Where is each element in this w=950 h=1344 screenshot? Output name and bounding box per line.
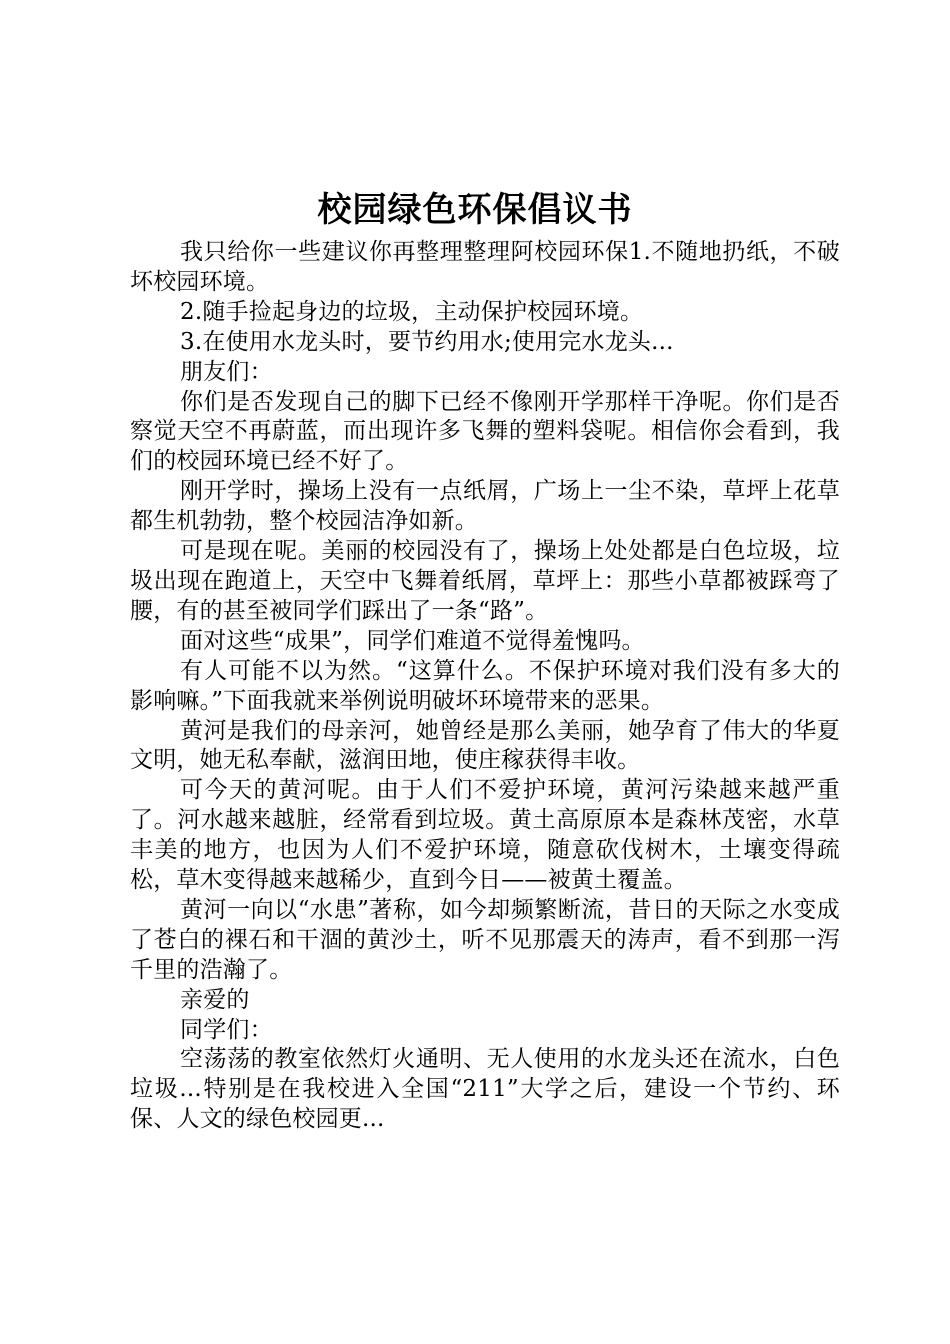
paragraph: 你们是否发现自己的脚下已经不像刚开学那样干净呢。你们是否察觉天空不再蔚蓝，而出现许多飞舞的塑料袋呢。相信你会看到，我们的校园环境已经不好了。 [130, 388, 840, 475]
paragraph: 可今天的黄河呢。由于人们不爱护环境，黄河污染越来越严重了。河水越来越脏，经常看到垃圾。黄土高原原本是森林茂密，水草丰美的地方，也因为人们不爱护环境，随意砍伐树木，土壤变得疏松，草木变得越来越稀少，直到今日——被黄土覆盖。 [130, 777, 840, 894]
paragraph: 黄河是我们的母亲河，她曾经是那么美丽，她孕育了伟大的华夏文明，她无私奉献，滋润田地，使庄稼获得丰收。 [130, 717, 840, 774]
paragraph: 可是现在呢。美丽的校园没有了，操场上处处都是白色垃圾，垃圾出现在跑道上，天空中飞舞着纸屑，草坪上：那些小草都被踩弯了腰，有的甚至被同学们踩出了一条“路”。 [130, 538, 840, 624]
document-title: 校园绿色环保倡议书 [317, 190, 633, 230]
salutation: 亲爱的 [180, 986, 250, 1013]
paragraph: 我只给你一些建议你再整理整理阿校园环保1.不随地扔纸，不破坏校园环境。 [130, 239, 840, 295]
paragraph: 2.随手捡起身边的垃圾，主动保护校园环境。 [180, 298, 644, 325]
paragraph: 3.在使用水龙头时，要节约用水;使用完水龙头... [180, 328, 674, 355]
document-body [130, 238, 840, 1135]
paragraph: 空荡荡的教室依然灯火通明、无人使用的水龙头还在流水，白色垃圾...特别是在我校进入全国“211”大学之后，建设一个节约、环保、人文的绿色校园更... [130, 1046, 840, 1133]
salutation: 朋友们： [180, 358, 273, 385]
paragraph: 有人可能不以为然。“这算什么。不保护环境对我们没有多大的影响嘛。”下面我就来举例说明破坏环境带来的恶果。 [130, 657, 840, 714]
salutation: 同学们： [180, 1016, 273, 1043]
paragraph: 黄河一向以“水患”著称，如今却频繁断流，昔日的天际之水变成了苍白的裸石和干涸的黄沙土，听不见那震天的涛声，看不到那一泻千里的浩瀚了。 [130, 896, 840, 983]
paragraph: 面对这些“成果”，同学们难道不觉得羞愧吗。 [180, 627, 645, 654]
paragraph: 刚开学时，操场上没有一点纸屑，广场上一尘不染，草坪上花草都生机勃勃，整个校园洁净如新。 [130, 478, 840, 535]
